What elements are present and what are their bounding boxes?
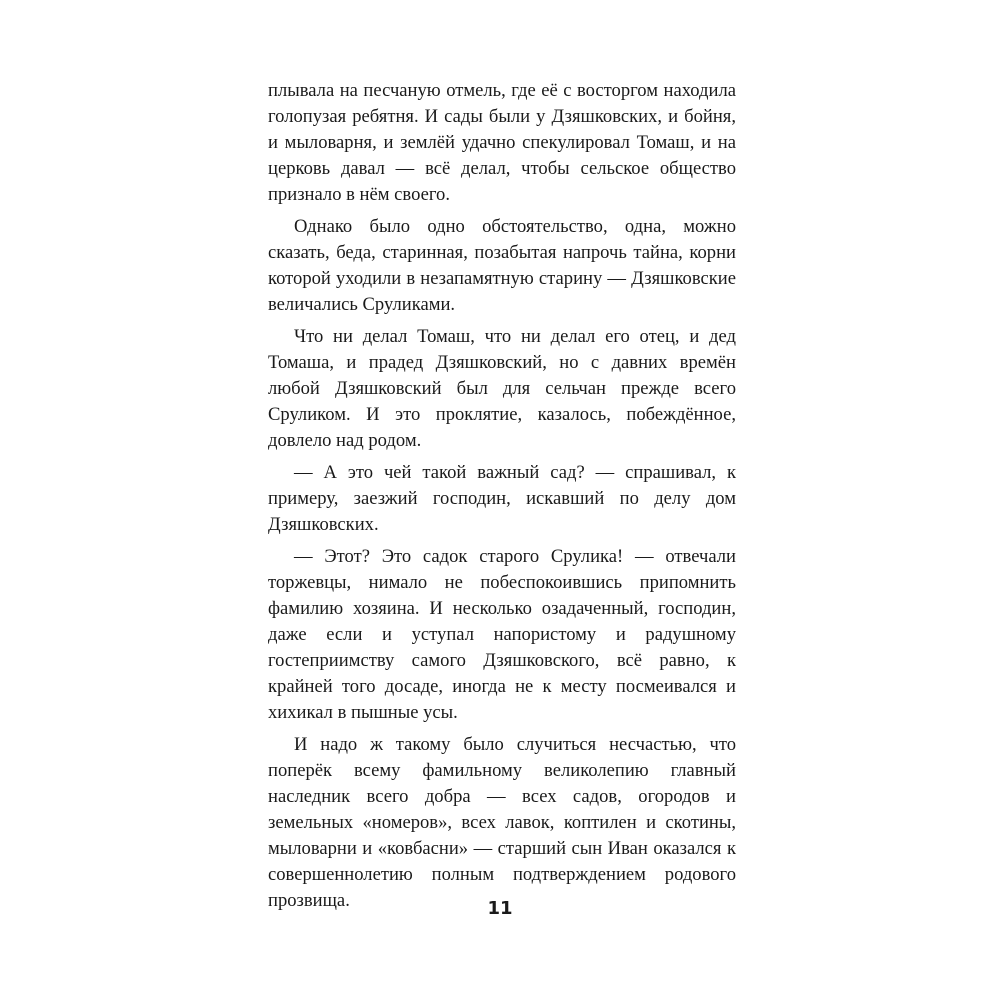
paragraph-4-dialogue: — А это чей такой важный сад? — спрашивал, к примеру, заезжий господин, искавший по делу дом Дзяшковских. bbox=[268, 462, 736, 535]
paragraph-6: И надо ж такому было случиться несчастью, что поперёк всему фамильному великолепию главный наследник всего добра — всех садов, огородов и земельных «номеров», всех лавок, коптилен и скотины, мыловарни и «ковбасни» — старший сын Иван оказался к совершеннолетию полным подтверждением родового прозвища. bbox=[268, 734, 736, 911]
page-body bbox=[268, 78, 736, 920]
page-number: 11 bbox=[487, 898, 513, 919]
paragraph-3: Что ни делал Томаш, что ни делал его отец, и дед Томаша, и прадед Дзяшковский, но с давних времён любой Дзяшковский был для сельчан прежде всего Сруликом. И это проклятие, казалось, побеждённое, довлело над родом. bbox=[268, 326, 736, 451]
paragraph-5-dialogue: — Этот? Это садок старого Срулика! — отвечали торжевцы, нимало не побеспокоившись припомнить фамилию хозяина. И несколько озадаченный, господин, даже если и уступал напористому и радушному гостеприимству самого Дзяшковского, всё равно, к крайней того досаде, иногда не к месту посмеивался и хихикал в пышные усы. bbox=[268, 546, 736, 723]
paragraph-2: Однако было одно обстоятельство, одна, можно сказать, беда, старинная, позабытая напрочь тайна, корни которой уходили в незапамятную старину — Дзяшковские величались Сруликами. bbox=[268, 216, 736, 315]
paragraph-1: плывала на песчаную отмель, где её с восторгом находила голопузая ребятня. И сады были у Дзяшковских, и бойня, и мыловарня, и землёй удачно спекулировал Томаш, и на церковь давал — всё делал, чтобы сельское общество признало в нём своего. bbox=[268, 80, 736, 205]
